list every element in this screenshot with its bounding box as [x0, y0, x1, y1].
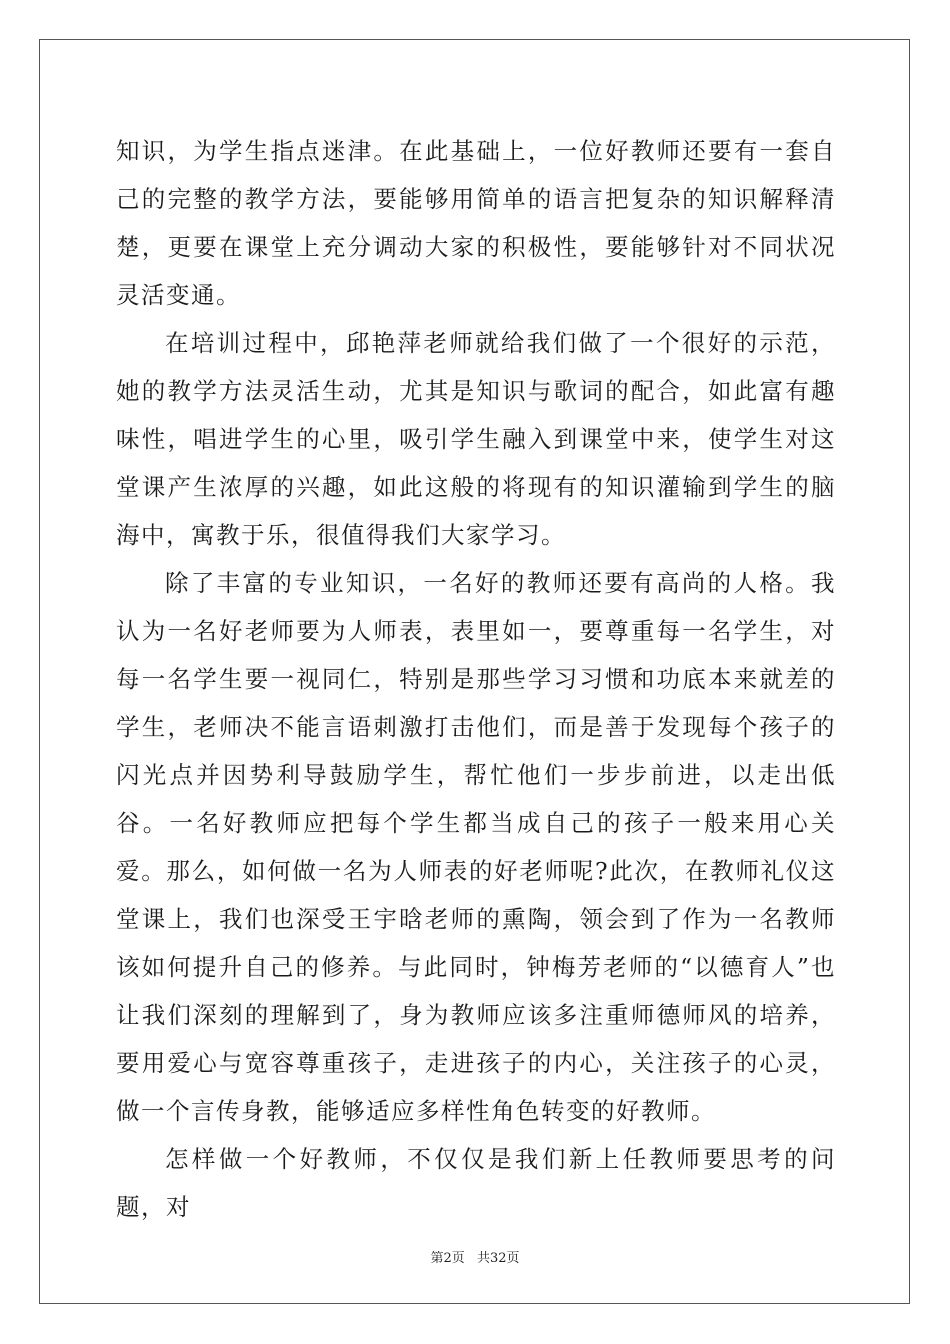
page-footer [0, 1247, 950, 1266]
paragraph-2: 在培训过程中，邱艳萍老师就给我们做了一个很好的示范，她的教学方法灵活生动，尤其是知识与歌词的配合，如此富有趣味性，唱进学生的心里，吸引学生融入到课堂中来，使学生对这堂课产生浓厚的兴趣，如此这般的将现有的知识灌输到学生的脑海中，寓教于乐，很值得我们大家学习。 [116, 329, 837, 549]
page-number-total: 共32页 [476, 1251, 520, 1266]
paragraph-1: 知识，为学生指点迷津。在此基础上，一位好教师还要有一套自己的完整的教学方法，要能够用简单的语言把复杂的知识解释清楚，更要在课堂上充分调动大家的积极性，要能够针对不同状况灵活变通。 [116, 137, 837, 309]
page-number-current: 第2页 [430, 1251, 465, 1266]
document-body [116, 127, 836, 1231]
paragraph-4: 怎样做一个好教师，不仅仅是我们新上任教师要思考的问题，对 [116, 1145, 836, 1221]
paragraph-3: 除了丰富的专业知识，一名好的教师还要有高尚的人格。我认为一名好老师要为人师表，表里如一，要尊重每一名学生，对每一名学生要一视同仁，特别是那些学习习惯和功底本来就差的学生，老师决不能言语刺激打击他们，而是善于发现每个孩子的闪光点并因势利导鼓励学生，帮忙他们一步步前进，以走出低谷。一名好教师应把每个学生都当成自己的孩子一般来用心关爱。那么，如何做一名为人师表的好老师呢?此次，在教师礼仪这堂课上，我们也深受王宇晗老师的熏陶，领会到了作为一名教师该如何提升自己的修养。与此同时，钟梅芳老师的“以德育人”也让我们深刻的理解到了，身为教师应该多注重师德师风的培养，要用爱心与宽容尊重孩子，走进孩子的内心，关注孩子的心灵，做一个言传身教，能够适应多样性角色转变的好教师。 [116, 569, 837, 1125]
